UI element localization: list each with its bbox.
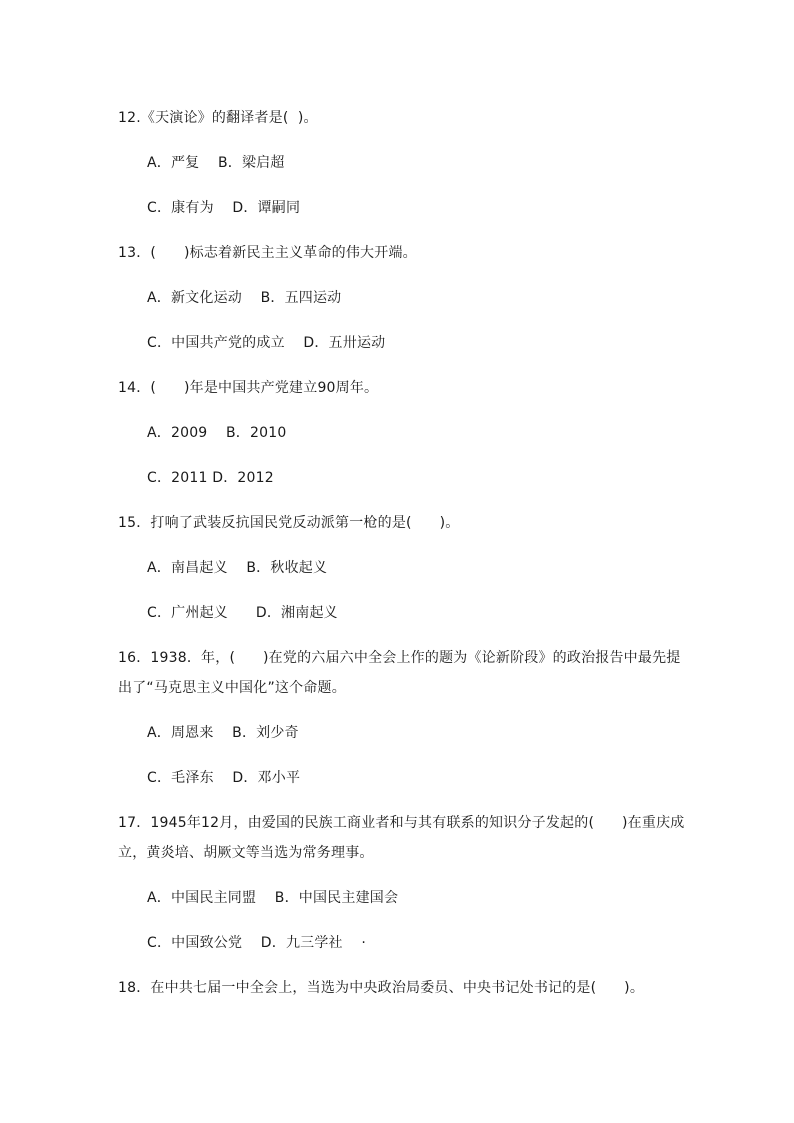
question-14-stem: 14．( )年是中国共产党建立90周年。 bbox=[118, 380, 379, 396]
question-14-options-cd: C．2011 D．2012 bbox=[147, 470, 274, 486]
question-15-stem: 15．打响了武装反抗国民党反动派第一枪的是( )。 bbox=[118, 515, 460, 531]
question-15-options-ab: A．南昌起义 B．秋收起义 bbox=[147, 560, 328, 576]
question-13-stem: 13．( )标志着新民主主义革命的伟大开端。 bbox=[118, 245, 417, 261]
question-18-stem: 18．在中共七届一中全会上，当选为中央政治局委员、中央书记处书记的是( )。 bbox=[118, 980, 645, 996]
question-12-stem: 12.《天演论》的翻译者是( )。 bbox=[118, 110, 318, 126]
question-17-options-ab: A．中国民主同盟 B．中国民主建国会 bbox=[147, 890, 399, 906]
question-13-options-cd: C．中国共产党的成立 D．五卅运动 bbox=[147, 335, 386, 351]
question-14-options-ab: A．2009 B．2010 bbox=[147, 425, 287, 441]
question-12-options-cd: C．康有为 D．谭嗣同 bbox=[147, 200, 301, 216]
question-17-stem-line-1: 17．1945年12月，由爱国的民族工商业者和与其有联系的知识分子发起的( )在重庆成 bbox=[118, 815, 685, 831]
question-12-options-ab: A．严复 B．梁启超 bbox=[147, 155, 285, 171]
question-13-options-ab: A．新文化运动 B．五四运动 bbox=[147, 290, 342, 306]
question-17-options-cd: C．中国致公党 D．九三学社 · bbox=[147, 935, 367, 951]
question-16-options-cd: C．毛泽东 D．邓小平 bbox=[147, 770, 301, 786]
question-17-stem-line-2: 立，黄炎培、胡厥文等当选为常务理事。 bbox=[118, 845, 374, 861]
question-16-stem-line-2: 出了“马克思主义中国化”这个命题。 bbox=[118, 680, 346, 696]
question-15-options-cd: C．广州起义 D．湘南起义 bbox=[147, 605, 338, 621]
question-16-options-ab: A．周恩来 B．刘少奇 bbox=[147, 725, 299, 741]
question-16-stem-line-1: 16．1938．年，( )在党的六届六中全会上作的题为《论新阶段》的政治报告中最先提 bbox=[118, 650, 681, 666]
